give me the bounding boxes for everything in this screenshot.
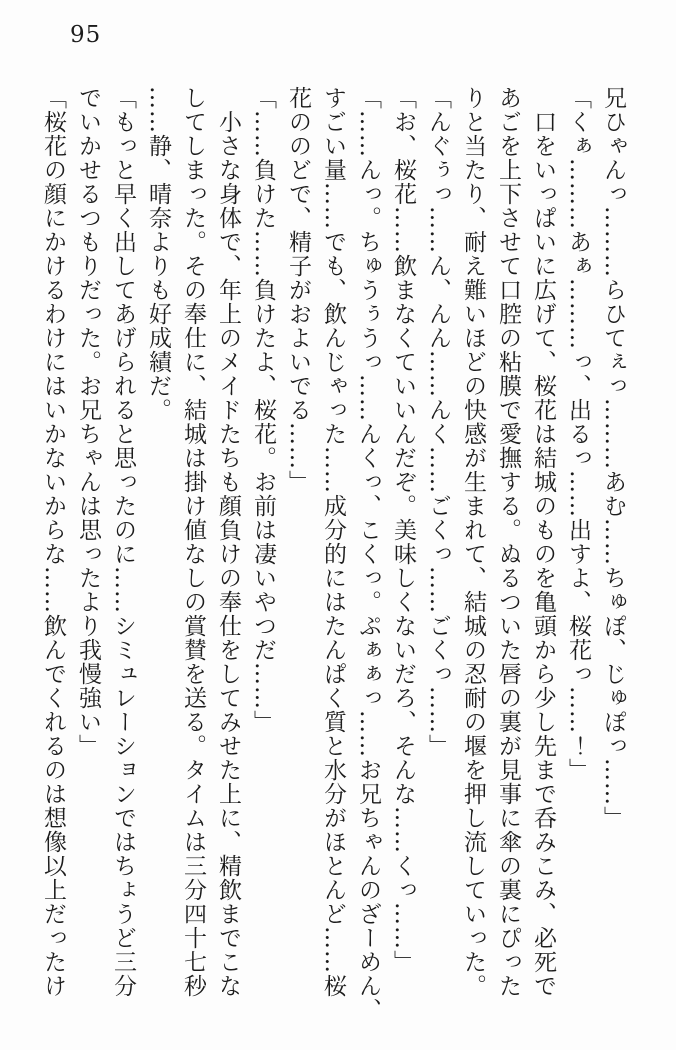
text-column: 小さな身体で、年上のメイドたちも顔負けの奉仕をしてみせた上に、精飲までこな <box>215 86 241 998</box>
text-column: 「……負けた……負けたよ、桜花。お前は凄いやつだ……」 <box>250 86 276 734</box>
text-column: 「もっと早く出してあげられると思ったのに……シミュレーションではちょうど三分 <box>110 86 136 998</box>
text-column: 「桜花の顔にかけるわけにはいかないからな……飲んでくれるのは想像以上だったけ <box>40 86 66 998</box>
text-column: 「んぐぅっ……ん、んん……んく……ごくっ……ごくっ……」 <box>425 86 451 758</box>
text-column: 「くぁ………あぁ………っ、出るっ……出すよ、桜花っ……！」 <box>565 86 591 782</box>
text-column: でいかせるつもりだった。お兄ちゃんは思ったより我慢強い」 <box>75 86 101 758</box>
text-column: 兄ひゃんっ………らひてぇっ………あむ……ちゅぽ、じゅぽっ……」 <box>600 86 626 830</box>
page-number: 95 <box>70 22 102 48</box>
novel-text-block <box>35 86 630 1022</box>
text-column: 花ののどで、精子がおよいでる……」 <box>285 86 311 494</box>
text-column: してしまった。その奉仕に、結城は掛け値なしの賞賛を送る。タイムは三分四十七秒 <box>180 86 206 998</box>
text-column: すごい量……でも、飲んじゃった……成分的にはたんぱく質と水分がほとんど……桜 <box>320 86 346 998</box>
text-column: 「お、桜花……飲まなくていいんだぞ。美味しくないだろ、そんな……くっ……」 <box>390 86 416 974</box>
text-column: 「……んっ。ちゅうぅうっ……んくっ、こくっ。ぷぁぁっ……お兄ちゃんのざーめん、 <box>355 86 381 1022</box>
text-column: ……静、晴奈よりも好成績だ。 <box>145 86 171 422</box>
text-column: 口をいっぱいに広げて、桜花は結城のものを亀頭から少し先まで呑みこみ、必死で <box>530 86 556 998</box>
text-column: りと当たり、耐え難いほどの快感が生まれて、結城の忍耐の堰を押し流していった。 <box>460 86 486 998</box>
text-column: あごを上下させて口腔の粘膜で愛撫する。ぬるついた唇の裏が見事に傘の裏にぴった <box>495 86 521 998</box>
